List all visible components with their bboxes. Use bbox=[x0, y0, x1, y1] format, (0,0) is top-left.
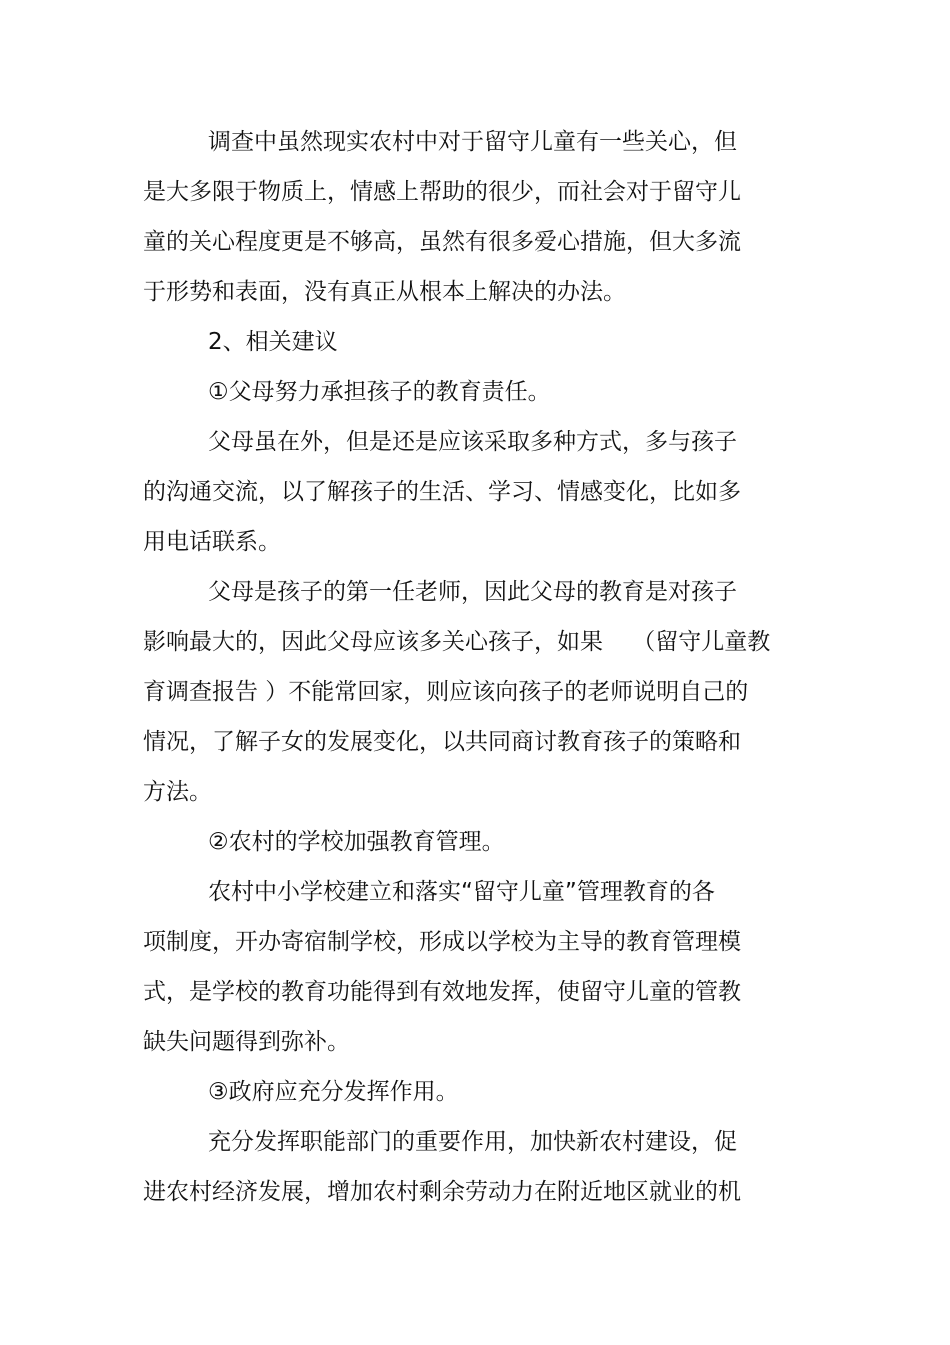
paragraph-line: 式，是学校的教育功能得到有效地发挥，使留守儿童的管教 bbox=[143, 979, 741, 1005]
paragraph-line: 缺失问题得到弥补。 bbox=[143, 1029, 350, 1055]
paragraph-line: 项制度，开办寄宿制学校，形成以学校为主导的教育管理模 bbox=[143, 929, 741, 955]
paragraph-line: 父母虽在外，但是还是应该采取多种方式，多与孩子 bbox=[208, 429, 737, 455]
paragraph-line: 调查中虽然现实农村中对于留守儿童有一些关心，但 bbox=[208, 129, 737, 155]
paragraph-line: 用电话联系。 bbox=[143, 529, 281, 555]
subheading: ①父母努力承担孩子的教育责任。 bbox=[208, 379, 551, 405]
paragraph-line: 是大多限于物质上，情感上帮助的很少，而社会对于留守儿 bbox=[143, 179, 741, 205]
paragraph-line: 充分发挥职能部门的重要作用，加快新农村建设，促 bbox=[208, 1129, 737, 1155]
paragraph-line: 情况，了解子女的发展变化，以共同商讨教育孩子的策略和 bbox=[143, 729, 741, 755]
paragraph-line: 育调查报告 ）不能常回家，则应该向孩子的老师说明自己的 bbox=[143, 679, 749, 705]
subheading: ③政府应充分发挥作用。 bbox=[208, 1079, 459, 1105]
paragraph-line: 影响最大的，因此父母应该多关心孩子，如果 （留守儿童教 bbox=[143, 629, 771, 655]
section-heading: 2、相关建议 bbox=[208, 329, 338, 355]
subheading: ②农村的学校加强教育管理。 bbox=[208, 829, 505, 855]
paragraph-line: 父母是孩子的第一任老师，因此父母的教育是对孩子 bbox=[208, 579, 737, 605]
paragraph-line: 于形势和表面，没有真正从根本上解决的办法。 bbox=[143, 279, 626, 305]
paragraph-line: 的沟通交流，以了解孩子的生活、学习、情感变化，比如多 bbox=[143, 479, 741, 505]
paragraph-line: 进农村经济发展，增加农村剩余劳动力在附近地区就业的机 bbox=[143, 1179, 741, 1205]
paragraph-line: 农村中小学校建立和落实“留守儿童”管理教育的各 bbox=[208, 879, 715, 905]
paragraph-line: 方法。 bbox=[143, 779, 212, 805]
paragraph-line: 童的关心程度更是不够高，虽然有很多爱心措施，但大多流 bbox=[143, 229, 741, 255]
